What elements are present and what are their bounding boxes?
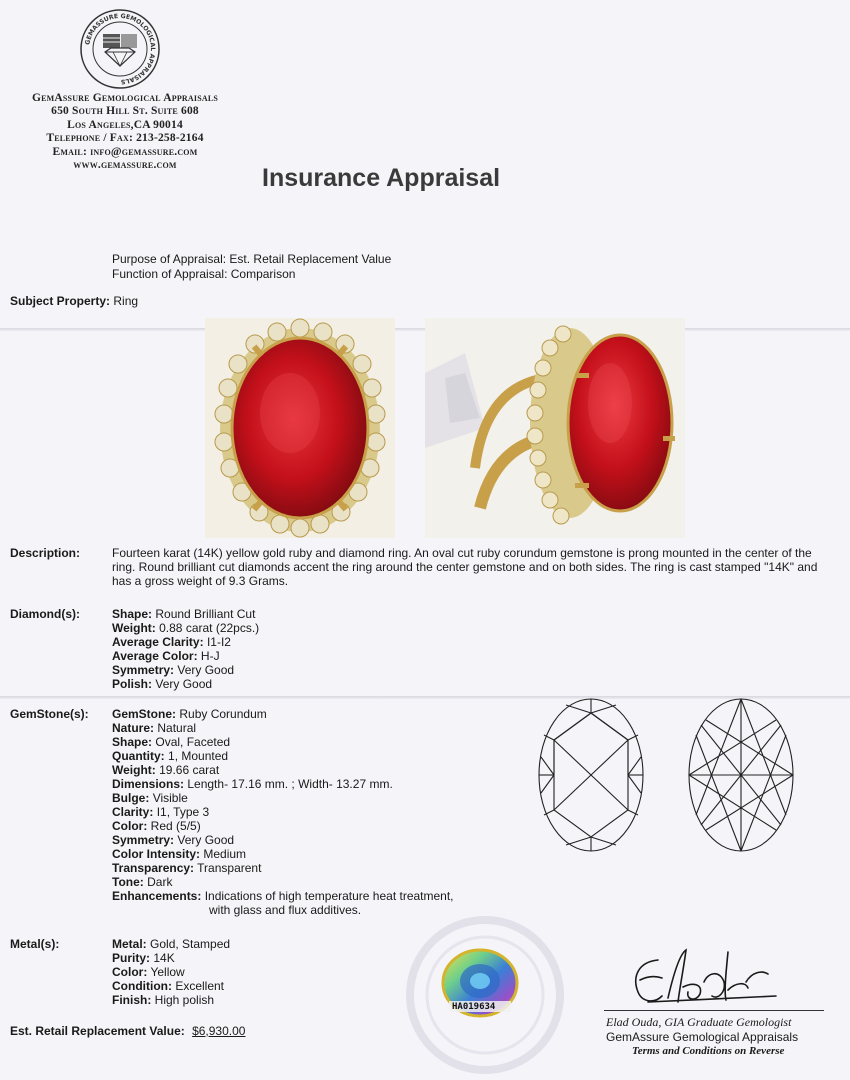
field-key: Quantity:: [112, 749, 165, 763]
field-key: Weight:: [112, 763, 156, 777]
gem-transparency: [112, 861, 454, 875]
gem-bulge: [112, 791, 454, 805]
company-logo: [79, 8, 161, 90]
ring-photo-front: [205, 318, 395, 538]
gem-shape: [112, 735, 454, 749]
purpose-line: Purpose of Appraisal: Est. Retail Replacement Value: [112, 252, 392, 266]
field-key: Symmetry:: [112, 833, 175, 847]
field-key: Finish:: [112, 993, 152, 1007]
field-key: Purity:: [112, 951, 151, 965]
metal-details: [112, 937, 230, 1007]
field-value: H-J: [200, 649, 220, 663]
field-value: 1, Mounted: [168, 749, 229, 763]
gem-color: [112, 819, 454, 833]
company-address: [0, 92, 250, 172]
field-value: Natural: [157, 721, 197, 735]
field-key: Clarity:: [112, 805, 154, 819]
field-value: Medium: [203, 847, 247, 861]
metals-label: Metal(s):: [10, 937, 60, 951]
field-value: Very Good: [155, 677, 213, 691]
company-website: www.gemassure.com: [73, 159, 177, 172]
diamonds-label: Diamond(s):: [10, 607, 80, 621]
field-key: Metal:: [112, 937, 147, 951]
retail-value: [10, 1024, 245, 1038]
subject-label: Subject Property:: [10, 294, 111, 308]
field-value: Gold, Stamped: [150, 937, 231, 951]
field-key: Polish:: [112, 677, 153, 691]
crown-facet-diagram: [539, 699, 643, 851]
gem-symmetry: [112, 833, 454, 847]
gemstones-label: GemStone(s):: [10, 707, 89, 721]
field-key: Symmetry:: [112, 663, 175, 677]
metal-purity: [112, 951, 230, 965]
retail-value-label: Est. Retail Replacement Value:: [10, 1024, 185, 1038]
field-key: GemStone:: [112, 707, 177, 721]
field-key: Average Color:: [112, 649, 198, 663]
metal-type: [112, 937, 230, 951]
field-value: Yellow: [150, 965, 185, 979]
field-value: Very Good: [177, 663, 235, 677]
field-key: Average Clarity:: [112, 635, 204, 649]
diamond-color: [112, 649, 259, 663]
field-key: Condition:: [112, 979, 172, 993]
gem-enhancements: [112, 889, 454, 903]
diamond-shape: [112, 607, 259, 621]
field-value: 19.66 carat: [159, 763, 220, 777]
function-line: Function of Appraisal: Comparison: [112, 267, 296, 281]
field-value: I1, Type 3: [156, 805, 210, 819]
field-key: Tone:: [112, 875, 144, 889]
facet-diagrams: [536, 695, 806, 855]
subject-value: Ring: [113, 294, 139, 308]
gem-clarity: [112, 805, 454, 819]
gem-enhancements-cont: with glass and flux additives.: [209, 903, 362, 917]
gem-color-intensity: [112, 847, 454, 861]
gem-tone: [112, 875, 454, 889]
field-value: Dark: [147, 875, 173, 889]
company-phone: Telephone / Fax: 213-258-2164: [46, 132, 204, 145]
gem-quantity: [112, 749, 454, 763]
gem-weight: [112, 763, 454, 777]
description-text: Fourteen karat (14K) yellow gold ruby and diamond ring. An oval cut ruby corundum gemstone is prong mounted in the center of the ring. Round brilliant cut diamonds accent the ring around the center gemstone and on both sides. The ring is cast stamped "14K" and has a gross weight of 9.3 Grams.: [112, 546, 818, 589]
field-key: Shape:: [112, 735, 153, 749]
field-key: Dimensions:: [112, 777, 185, 791]
subject-property: [10, 294, 138, 308]
field-key: Shape:: [112, 607, 153, 621]
gemstone-details: [112, 707, 454, 917]
diamond-weight: [112, 621, 259, 635]
field-value: Very Good: [177, 833, 235, 847]
appraiser-name: Elad Ouda, GIA Graduate Gemologist: [606, 1015, 792, 1029]
retail-value-amount: $6,930.00: [192, 1024, 246, 1038]
signature-line: [604, 1010, 824, 1011]
field-key: Transparency:: [112, 861, 195, 875]
field-value: Red (5/5): [150, 819, 201, 833]
handwritten-signature: [628, 942, 778, 1008]
field-value: Transparent: [197, 861, 262, 875]
ring-photo-side: [425, 318, 685, 538]
appraiser-company: GemAssure Gemological Appraisals: [606, 1030, 799, 1044]
metal-color: [112, 965, 230, 979]
field-value: High polish: [154, 993, 215, 1007]
field-key: Weight:: [112, 621, 156, 635]
diamonds-details: [112, 607, 259, 691]
field-value: 14K: [153, 951, 175, 965]
field-value: Visible: [152, 791, 188, 805]
diamond-polish: [112, 677, 259, 691]
field-value: Indications of high temperature heat treatment,: [204, 889, 454, 903]
field-value: Ruby Corundum: [179, 707, 267, 721]
field-key: Color:: [112, 819, 148, 833]
field-value: Round Brilliant Cut: [155, 607, 256, 621]
field-key: Bulge:: [112, 791, 150, 805]
company-email: Email: info@gemassure.com: [52, 145, 198, 158]
metal-condition: [112, 979, 230, 993]
field-value: Excellent: [175, 979, 225, 993]
field-key: Color:: [112, 965, 148, 979]
hologram-serial: HA019634: [452, 1002, 496, 1012]
company-street: 650 South Hill St. Suite 608: [51, 105, 199, 118]
company-name: GemAssure Gemological Appraisals: [31, 92, 219, 104]
diamond-symmetry: [112, 663, 259, 677]
field-value: 0.88 carat (22pcs.): [159, 621, 260, 635]
gem-nature: [112, 721, 454, 735]
diamond-clarity: [112, 635, 259, 649]
field-value: Oval, Faceted: [155, 735, 231, 749]
metal-finish: [112, 993, 230, 1007]
document-title: Insurance Appraisal: [262, 164, 501, 192]
hologram-sticker: [433, 945, 528, 1025]
field-value: I1-I2: [206, 635, 231, 649]
company-city: Los Angeles,CA 90014: [67, 118, 183, 131]
pavilion-facet-diagram: [689, 699, 793, 851]
description-label: Description:: [10, 546, 81, 560]
field-key: Nature:: [112, 721, 155, 735]
logo-ring-text: GEMASSURE GEMOLOGICAL APPRAISALS: [84, 12, 157, 86]
field-key: Color Intensity:: [112, 847, 201, 861]
gem-type: [112, 707, 454, 721]
gem-dimensions: [112, 777, 454, 791]
field-key: Enhancements:: [112, 889, 202, 903]
terms-note: Terms and Conditions on Reverse: [632, 1045, 785, 1057]
field-value: Length- 17.16 mm. ; Width- 13.27 mm.: [187, 777, 393, 791]
